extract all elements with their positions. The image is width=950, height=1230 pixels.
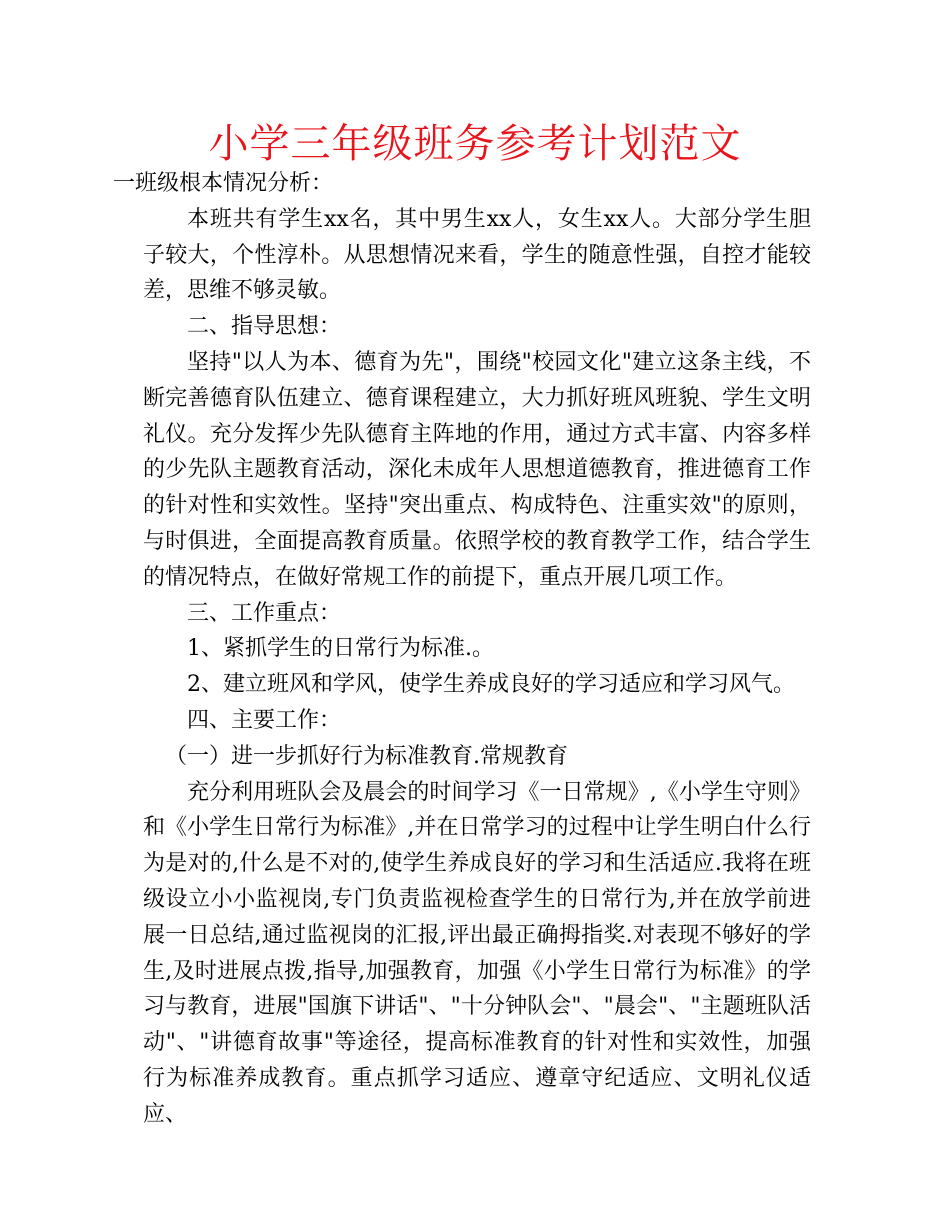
document-body bbox=[113, 166, 811, 1133]
list-item: 2、建立班风和学风，使学生养成良好的学习适应和学习风气。 bbox=[187, 672, 795, 698]
section-heading: 三、工作重点： bbox=[187, 600, 342, 626]
paragraph: 充分利用班队会及晨会的时间学习《一日常规》,《小学生守则》和《小学生日常行为标准》,并在日常学习的过程中让学生明白什么行为是对的,什么是不对的,使学生养成良好的学习和生活适应.我将在班级设立小小监视岗,专门负责监视检查学生的日常行为,并在放学前进展一日总结,通过监视岗的汇报,评出最正确拇指奖.对表现不够好的学生,及时进展点拨,指导,加强教育，加强《小学生日常行为标准》的学习与教育，进展"国旗下讲话"、"十分钟队会"、"晨会"、"主题班队活动"、"讲德育故事"等途径，提高标准教育的针对性和实效性，加强行为标准养成教育。重点抓学习适应、遵章守纪适应、文明礼仪适应、 bbox=[143, 779, 811, 1127]
paragraph: 本班共有学生xx名，其中男生xx人，女生xx人。大部分学生胆子较大，个性淳朴。从思想情况来看，学生的随意性强，自控才能较差，思维不够灵敏。 bbox=[143, 206, 811, 304]
section-heading: 二、指导思想： bbox=[187, 314, 342, 340]
paragraph: 坚持"以人为本、德育为先"，围绕"校园文化"建立这条主线，不断完善德育队伍建立、德育课程建立，大力抓好班风班貌、学生文明礼仪。充分发挥少先队德育主阵地的作用，通过方式丰富、内容多样的少先队主题教育活动，深化未成年人思想道德教育，推进德育工作的针对性和实效性。坚持"突出重点、构成特色、注重实效"的原则，与时俱进，全面提高教育质量。依照学校的教育教学工作，结合学生的情况特点，在做好常规工作的前提下，重点开展几项工作。 bbox=[143, 349, 811, 590]
document-title: 小学三年级班务参考计划范文 bbox=[208, 121, 742, 167]
subsection-heading: （一）进一步抓好行为标准教育.常规教育 bbox=[165, 743, 568, 769]
list-item: 1、紧抓学生的日常行为标准.。 bbox=[187, 636, 494, 662]
section-heading: 一班级根本情况分析： bbox=[113, 171, 334, 196]
section-heading: 四、主要工作： bbox=[187, 707, 342, 733]
